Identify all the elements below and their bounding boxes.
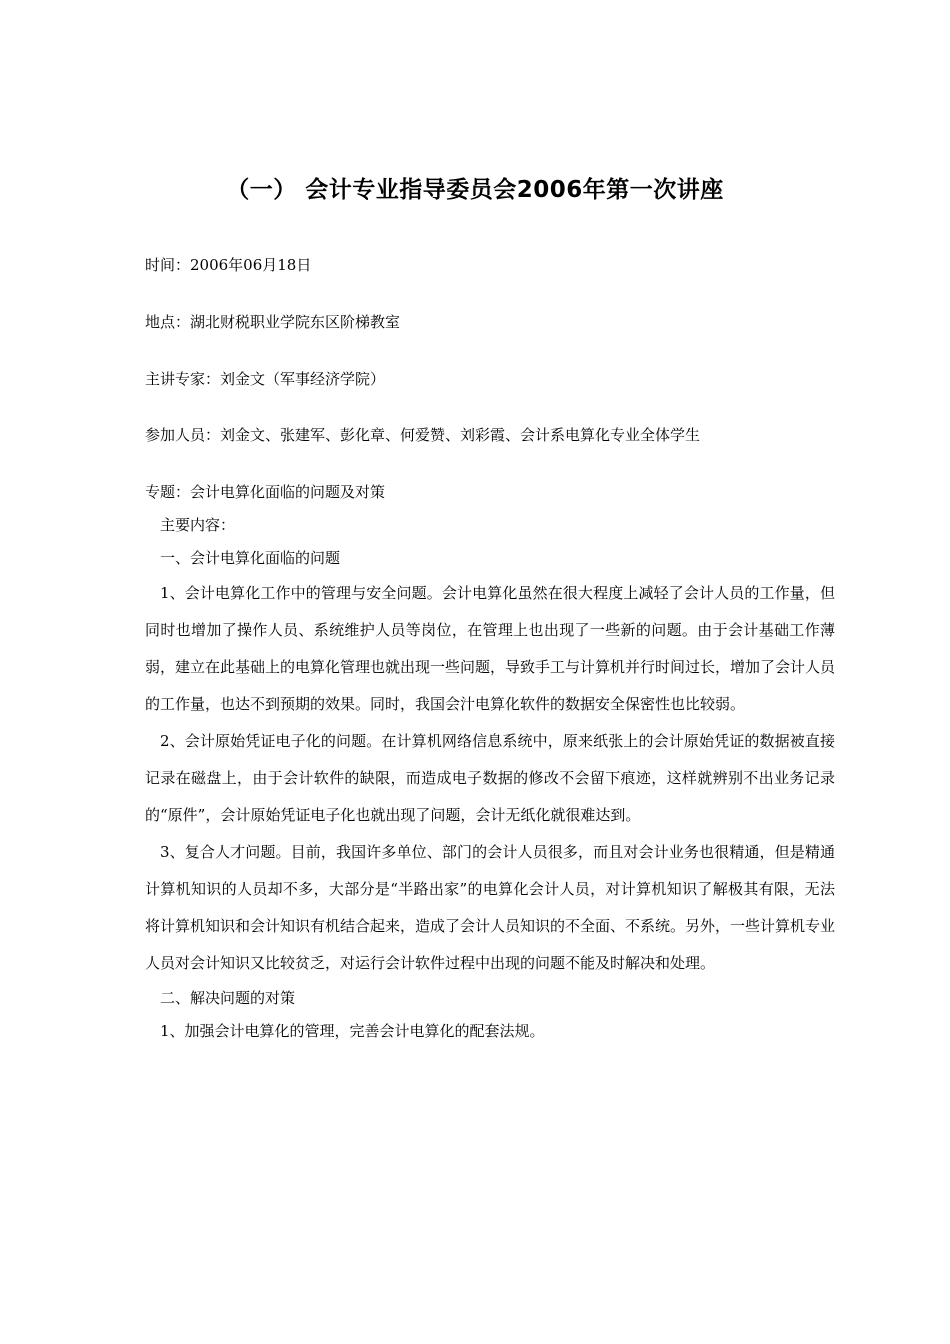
main-content-label: 主要内容：: [160, 516, 236, 534]
document-title: （一） 会计专业指导委员会2006年第一次讲座: [226, 177, 724, 203]
solution-item-1: 1、加强会计电算化的管理，完善会计电算化的配套法规。: [160, 1022, 545, 1040]
meta-time: 时间：2006年06月18日: [145, 256, 312, 274]
paragraph-compound-talent: 3、复合人才问题。目前，我国许多单位、部门的会计人员很多，而且对会计业务也很精通，但是精通计算机知识的人员却不多，大部分是“半路出家”的电算化会计人员，对计算机知识了解极其有限，无法将计算机知识和会计知识有机结合起来，造成了会计人员知识的不全面、不系统。另外，一些计算机专业人员对会计知识又比较贫乏，对运行会计软件过程中出现的问题不能及时解决和处理。: [145, 843, 836, 972]
section-heading-solutions: 二、解决问题的对策: [160, 989, 296, 1007]
meta-participants: 参加人员：刘金文、张建军、彭化章、何爱赞、刘彩霞、会计系电算化专业全体学生: [145, 426, 701, 444]
document-body: [145, 509, 835, 1048]
meta-location: 地点：湖北财税职业学院东区阶梯教室: [145, 313, 401, 331]
paragraph-management-security: 1、会计电算化工作中的管理与安全问题。会计电算化虽然在很大程度上减轻了会计人员的工作量，但同时也增加了操作人员、系统维护人员等岗位，在管理上也出现了一些新的问题。由于会计基础工作薄弱，建立在此基础上的电算化管理也就出现一些问题，导致手工与计算机并行时间过长，增加了会计人员的工作量，也达不到预期的效果。同时，我国会汁电算化软件的数据安全保密性也比较弱。: [145, 584, 836, 713]
section-heading-problems: 一、会计电算化面临的问题: [160, 549, 341, 567]
meta-speaker: 主讲专家：刘金文（军事经济学院）: [145, 370, 386, 388]
meta-topic: 专题：会计电算化面临的问题及对策: [145, 483, 386, 501]
paragraph-electronic-vouchers: 2、会计原始凭证电子化的问题。在计算机网络信息系统中，原来纸张上的会计原始凭证的数据被直接记录在磁盘上，由于会计软件的缺限，而造成电子数据的修改不会留下痕迹，这样就辨别不出业务记录的“原件”，会计原始凭证电子化也就出现了问题，会计无纸化就很难达到。: [145, 732, 835, 824]
